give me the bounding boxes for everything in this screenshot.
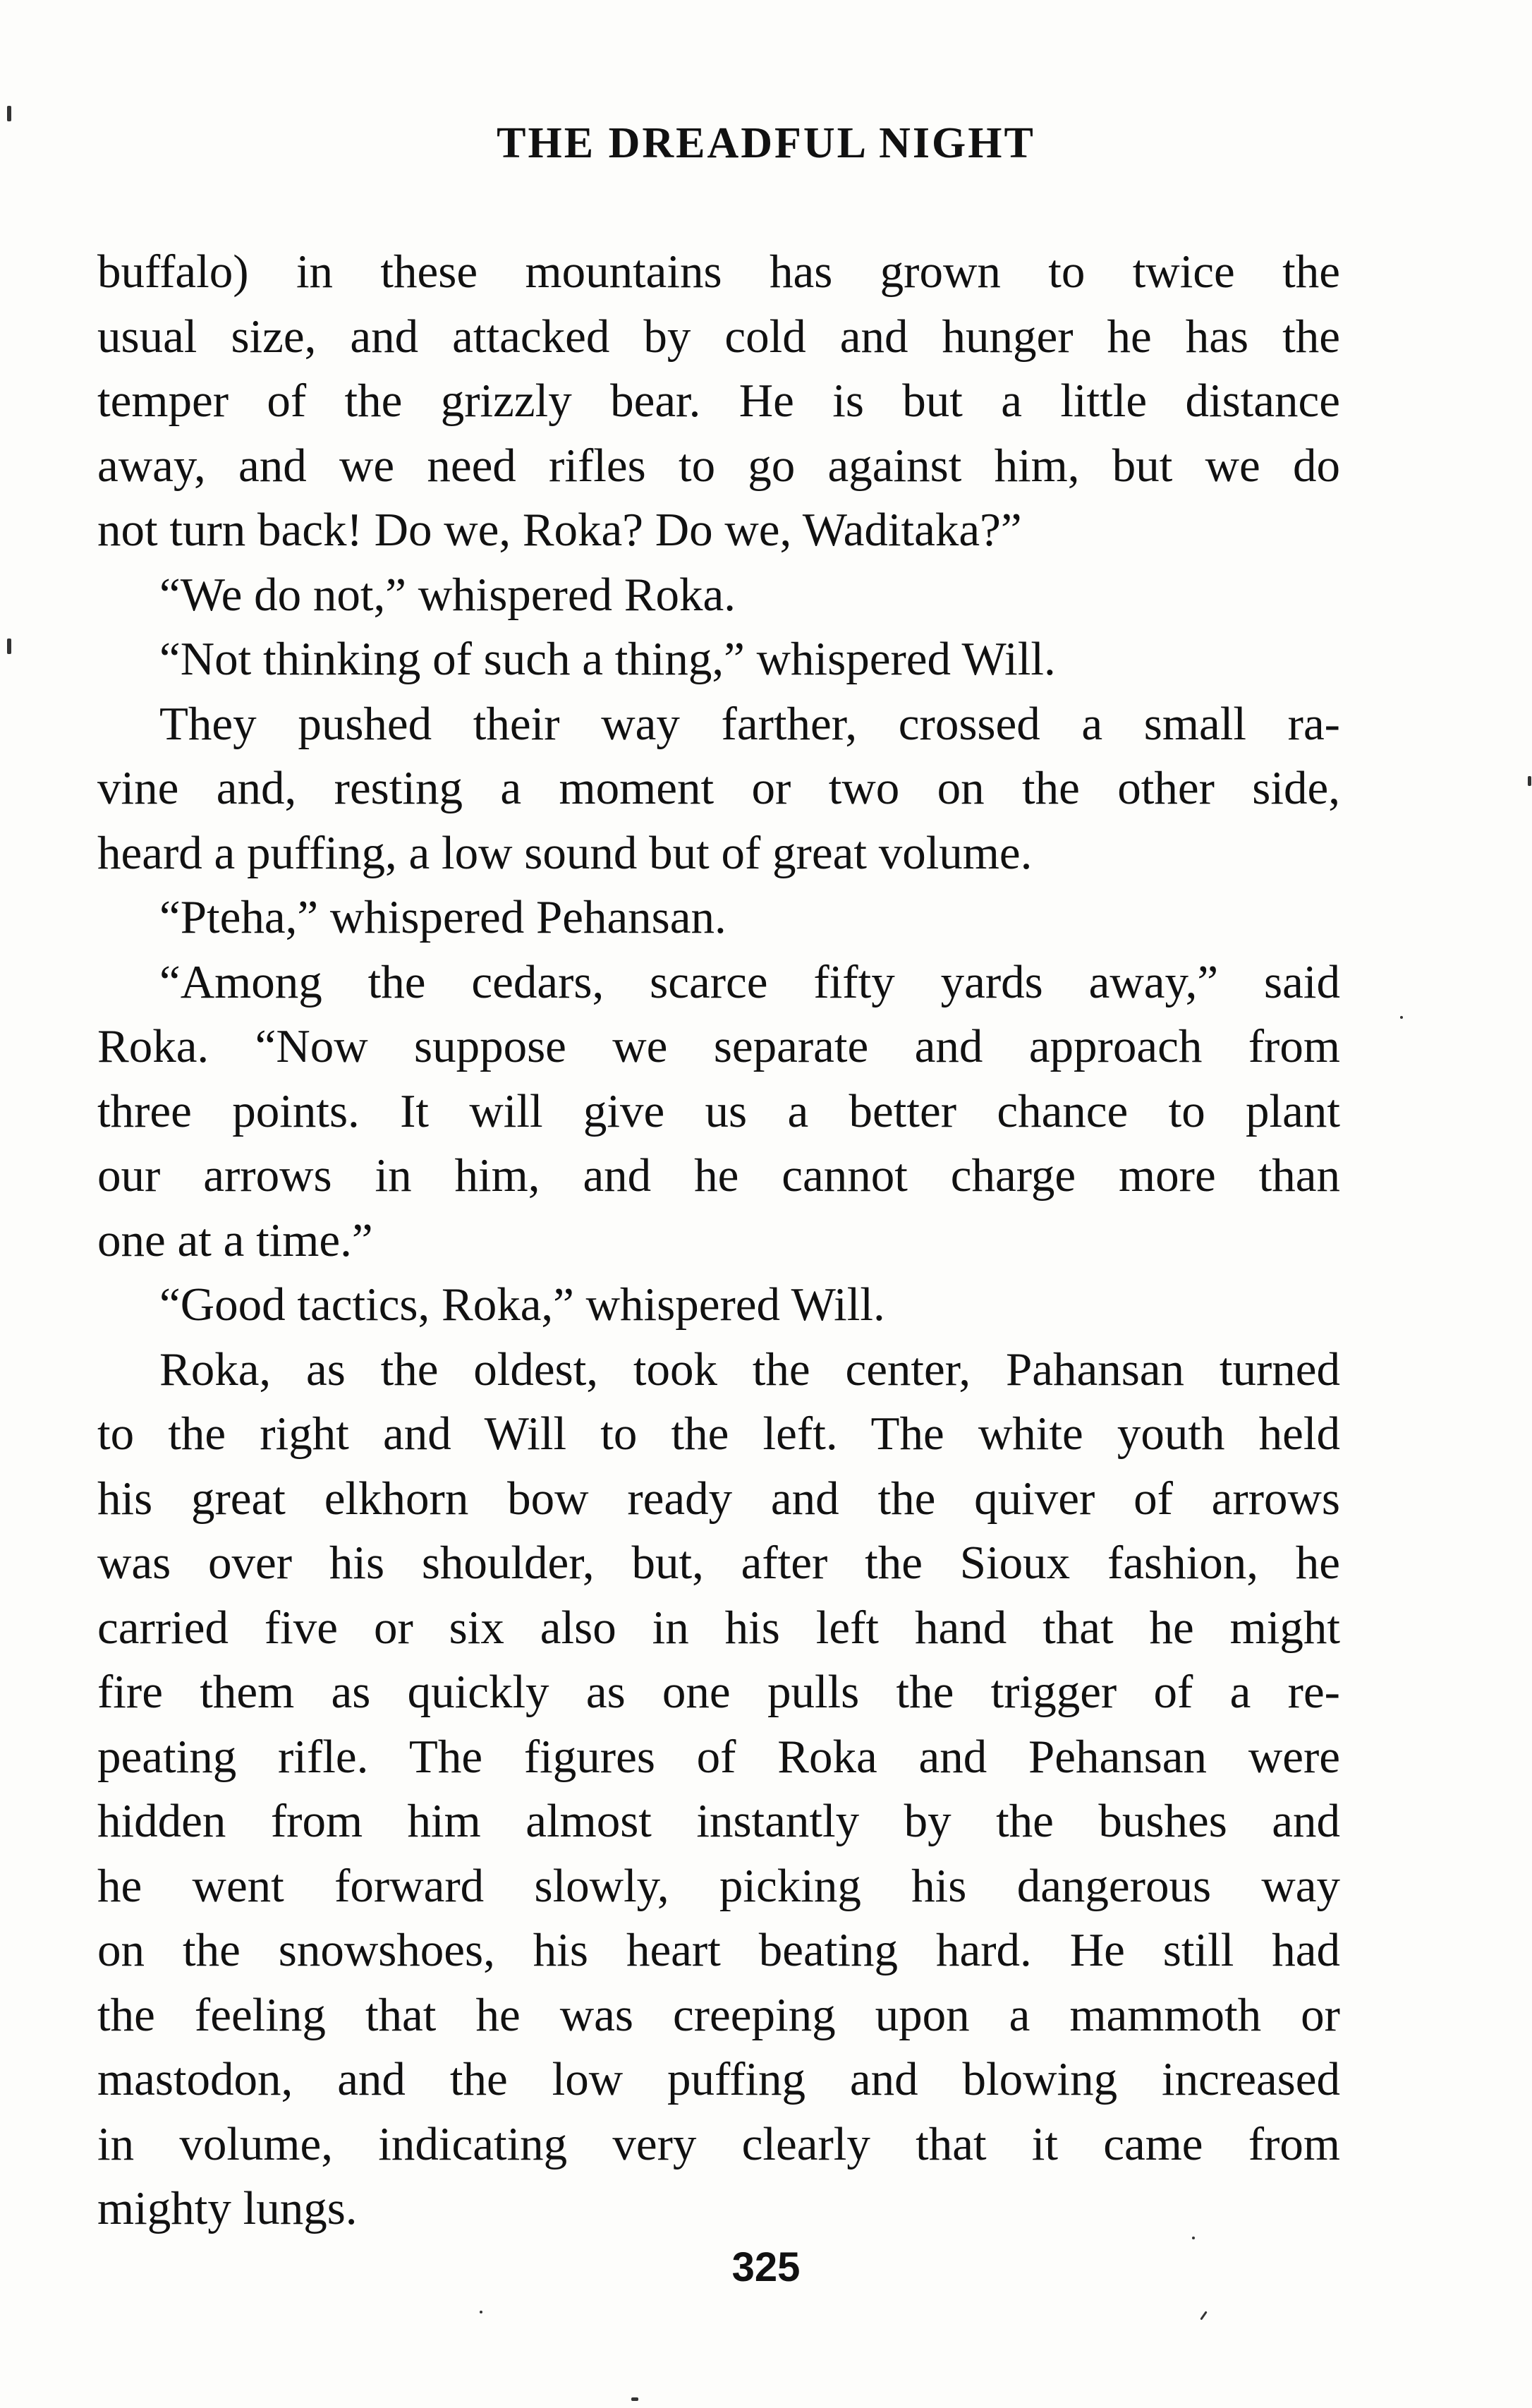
text-line: Roka, as the oldest, took the center, Pahansan turned [159,1343,1340,1396]
text-line: was over his shoulder, but, after the Sioux fashion, he [97,1537,1340,1589]
page-number: 325 [731,2244,801,2290]
text-line: Roka. “Now suppose we separate and approach from [97,1020,1340,1072]
scan-speck [1400,1016,1403,1019]
text-line: the feeling that he was creeping upon a mammoth or [97,1988,1340,2041]
text-line: “Good tactics, Roka,” whispered Will. [159,1278,885,1331]
text-line: his great elkhorn bow ready and the quiver of arrows [97,1472,1340,1525]
text-line: to the right and Will to the left. The white youth held [97,1408,1340,1460]
text-line: “We do not,” whispered Roka. [159,568,736,621]
text-line: not turn back! Do we, Roka? Do we, Waditaka?” [97,504,1022,556]
scan-speck [7,106,11,121]
scan-speck [631,2397,638,2401]
text-line: mighty lungs. [97,2182,358,2234]
text-line: usual size, and attacked by cold and hunger he has the [97,310,1340,363]
scan-speck [7,639,11,654]
text-line: three points. It will give us a better chance to plant [97,1084,1340,1137]
text-line: “Pteha,” whispered Pehansan. [159,891,727,943]
scan-speck [1200,2311,1207,2320]
text-line: in volume, indicating very clearly that it came from [97,2117,1340,2170]
text-line: he went forward slowly, picking his dangerous way [97,1859,1340,1912]
text-line: buffalo) in these mountains has grown to twice the [97,246,1340,298]
text-line: peating rifle. The figures of Roka and Pehansan were [97,1730,1340,1783]
text-line: heard a puffing, a low sound but of great volume. [97,826,1033,879]
scan-speck [1192,2237,1195,2239]
text-line: “Not thinking of such a thing,” whispered Will. [159,633,1056,685]
running-head: THE DREADFUL NIGHT [497,119,1035,167]
text-line: fire them as quickly as one pulls the trigger of a re- [97,1666,1340,1718]
text-line: our arrows in him, and he cannot charge more than [97,1149,1340,1202]
scan-speck [480,2311,482,2313]
body-text [97,240,1340,2241]
text-line: vine and, resting a moment or two on the other side, [97,762,1340,814]
text-line: They pushed their way farther, crossed a small ra- [159,697,1340,750]
text-line: “Among the cedars, scarce fifty yards away,” said [159,955,1340,1008]
text-line: away, and we need rifles to go against him, but we do [97,439,1340,492]
text-line: mastodon, and the low puffing and blowing increased [97,2053,1340,2105]
text-line: temper of the grizzly bear. He is but a little distance [97,375,1340,427]
text-line: hidden from him almost instantly by the bushes and [97,1795,1340,1847]
text-line: one at a time.” [97,1214,373,1266]
text-line: carried five or six also in his left hand that he might [97,1601,1340,1654]
scan-speck [1528,776,1531,786]
text-line: on the snowshoes, his heart beating hard. He still had [97,1924,1340,1976]
